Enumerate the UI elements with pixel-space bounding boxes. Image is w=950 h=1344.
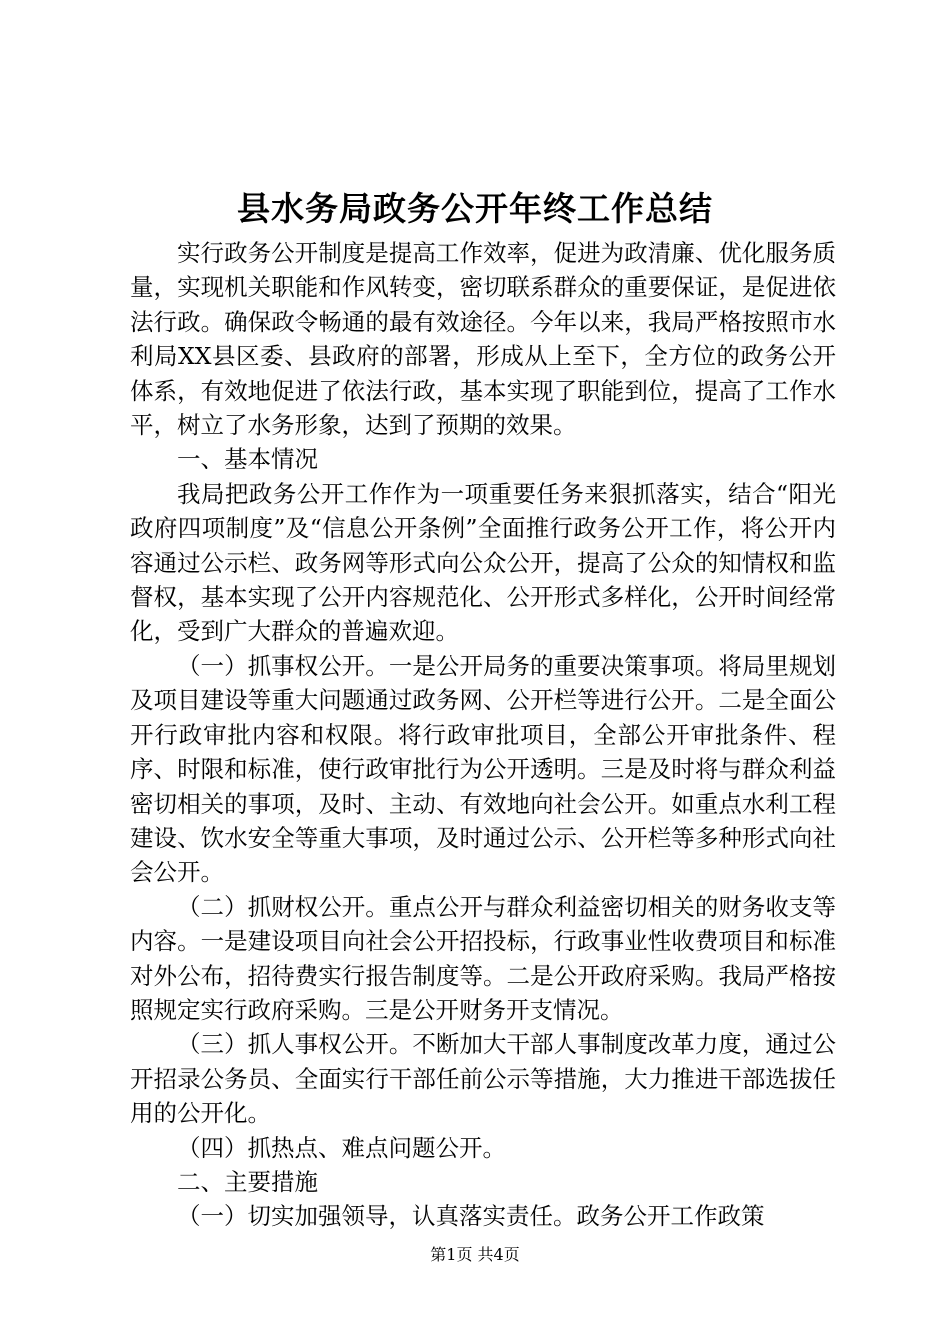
- paragraph-financial-power: （二）抓财权公开。重点公开与群众利益密切相关的财务收支等内容。一是建设项目向社会公开招投标，行政事业性收费项目和标准对外公布，招待费实行报告制度等。二是公开政府采购。我局严格按照规定实行政府采购。三是公开财务开支情况。: [130, 892, 836, 1024]
- paragraph-leadership: （一）切实加强领导，认真落实责任。政务公开工作政策: [177, 1202, 765, 1231]
- paragraph-hot-issues: （四）抓热点、难点问题公开。: [177, 1133, 506, 1162]
- paragraph-affairs-power: （一）抓事权公开。一是公开局务的重要决策事项。将局里规划及项目建设等重大问题通过政务网、公开栏等进行公开。二是全面公开行政审批内容和权限。将行政审批项目，全部公开审批条件、程序、时限和标准，使行政审批行为公开透明。三是及时将与群众利益密切相关的事项，及时、主动、有效地向社会公开。如重点水利工程建设、饮水安全等重大事项，及时通过公示、公开栏等多种形式向社会公开。: [130, 651, 836, 887]
- paragraph-intro: 实行政务公开制度是提高工作效率，促进为政清廉、优化服务质量，实现机关职能和作风转变，密切联系群众的重要保证，是促进依法行政。确保政令畅通的最有效途径。今年以来，我局严格按照市水利局XX县区委、县政府的部署，形成从上至下，全方位的政务公开体系，有效地促进了依法行政，基本实现了职能到位，提高了工作水平，树立了水务形象，达到了预期的效果。: [130, 239, 836, 440]
- document-body: [130, 236, 836, 1234]
- section-heading-main-measures: 二、主要措施: [177, 1167, 318, 1196]
- page-footer: 第1页 共4页: [430, 1245, 520, 1264]
- document-title: 县水务局政务公开年终工作总结: [237, 189, 713, 228]
- section-heading-basic-situation: 一、基本情况: [177, 445, 318, 474]
- paragraph-basic-situation: 我局把政务公开工作作为一项重要任务来狠抓落实，结合“阳光政府四项制度”及“信息公开条例”全面推行政务公开工作，将公开内容通过公示栏、政务网等形式向公众公开，提高了公众的知情权和监督权，基本实现了公开内容规范化、公开形式多样化，公开时间经常化，受到广大群众的普遍欢迎。: [130, 479, 836, 646]
- paragraph-personnel-power: （三）抓人事权公开。不断加大干部人事制度改革力度，通过公开招录公务员、全面实行干部任前公示等措施，大力推进干部选拔任用的公开化。: [130, 1030, 836, 1128]
